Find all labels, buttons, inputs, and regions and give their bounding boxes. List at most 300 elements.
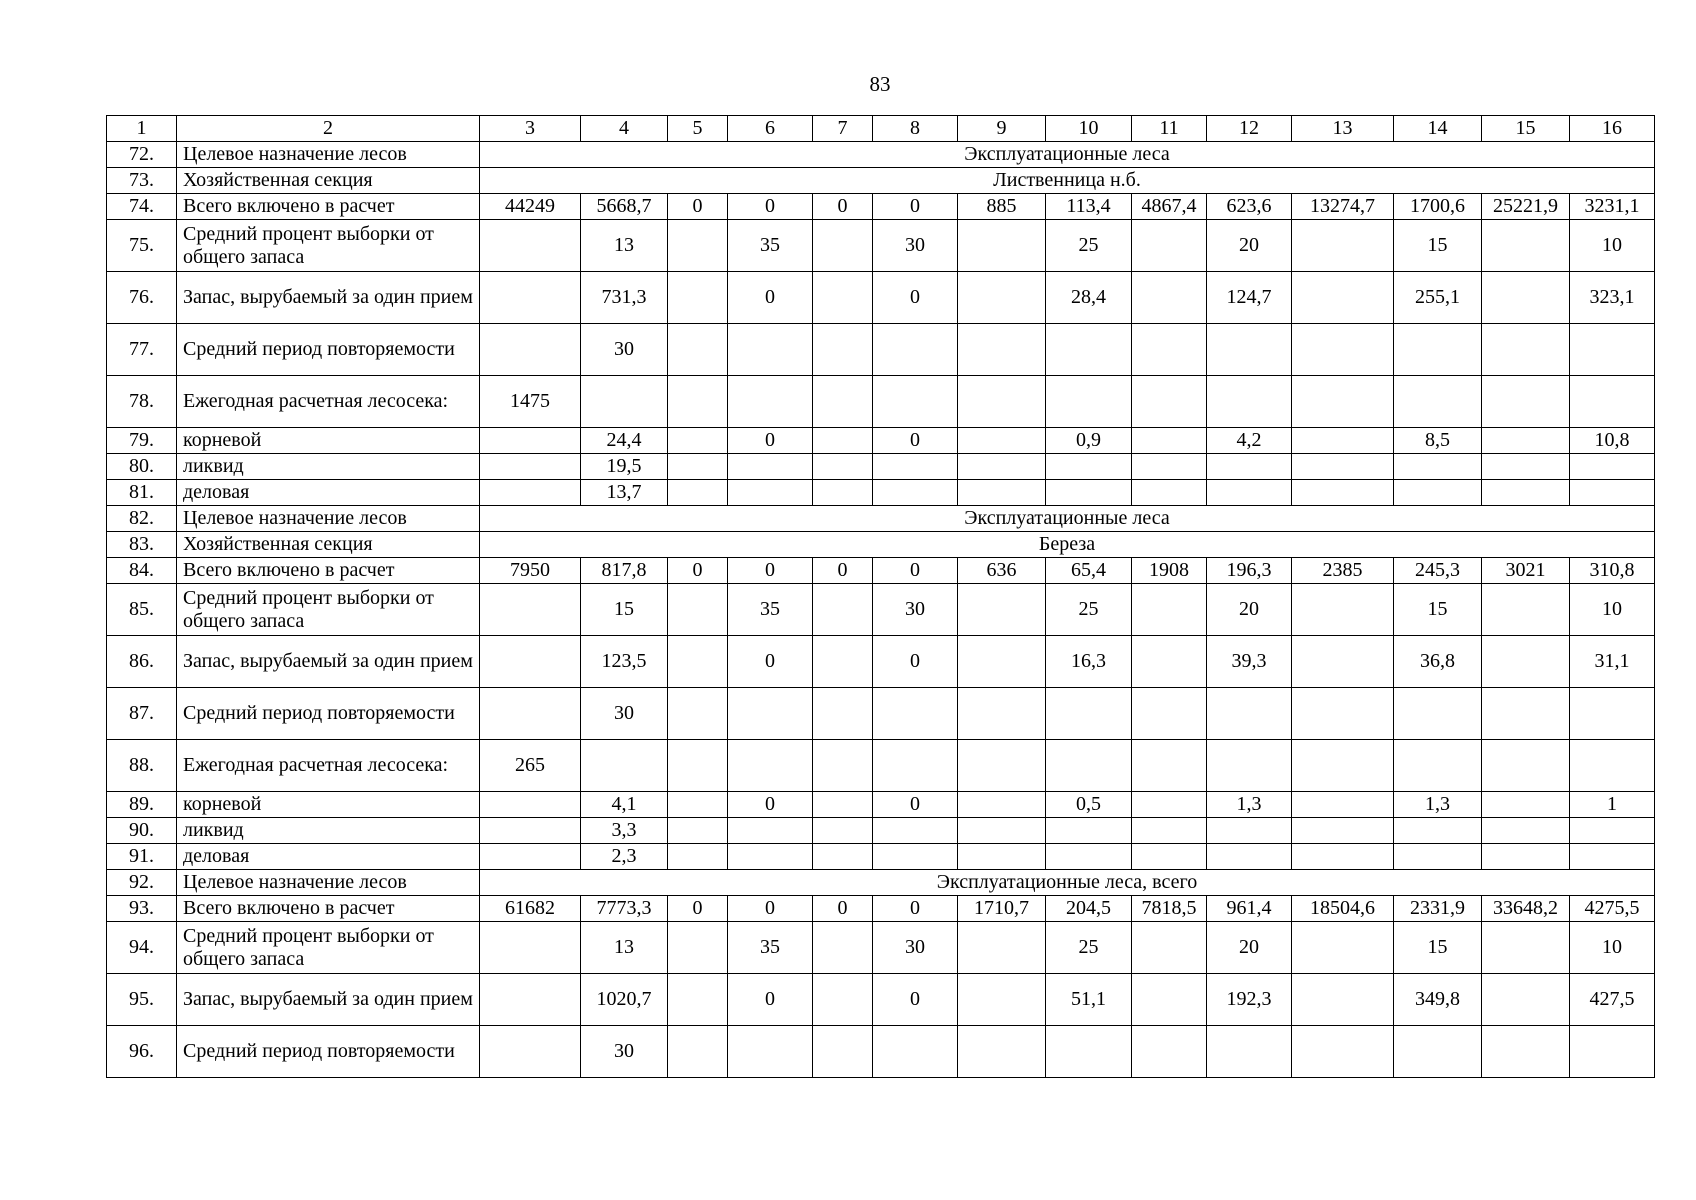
table-cell: 0 — [728, 636, 813, 688]
row-label: Средний период повторяемости — [177, 688, 480, 740]
table-cell — [1132, 324, 1207, 376]
table-row — [107, 740, 1655, 792]
table-cell — [480, 792, 581, 818]
table-cell: 13 — [581, 922, 668, 974]
table-cell — [1292, 740, 1394, 792]
table-cell: 0 — [728, 558, 813, 584]
table-cell — [668, 272, 728, 324]
table-row — [107, 272, 1655, 324]
table-cell: 15 — [1394, 220, 1482, 272]
row-label: корневой — [177, 428, 480, 454]
row-label: Запас, вырубаемый за один прием — [177, 636, 480, 688]
table-cell — [1132, 272, 1207, 324]
table-cell — [1207, 454, 1292, 480]
table-cell: 30 — [581, 688, 668, 740]
table-cell — [1292, 792, 1394, 818]
table-cell: 1710,7 — [958, 896, 1046, 922]
table-cell — [873, 740, 958, 792]
table-cell — [1132, 1026, 1207, 1078]
table-cell — [813, 272, 873, 324]
table-cell — [1292, 636, 1394, 688]
table-cell: 10 — [1570, 584, 1655, 636]
table-cell — [1482, 844, 1570, 870]
table-cell: 204,5 — [1046, 896, 1132, 922]
table-row — [107, 688, 1655, 740]
column-header: 13 — [1292, 116, 1394, 142]
table-cell — [813, 324, 873, 376]
table-cell: 3231,1 — [1570, 194, 1655, 220]
table-cell — [958, 636, 1046, 688]
table-cell — [728, 480, 813, 506]
table-cell — [813, 792, 873, 818]
table-cell — [1394, 688, 1482, 740]
table-cell — [958, 428, 1046, 454]
table-row — [107, 142, 1655, 168]
table-cell: 36,8 — [1394, 636, 1482, 688]
table-cell: 0 — [813, 558, 873, 584]
table-cell — [668, 454, 728, 480]
table-row — [107, 324, 1655, 376]
section-title: Эксплуатационные леса — [480, 142, 1655, 168]
table-cell: 0 — [873, 974, 958, 1026]
row-label: Средний период повторяемости — [177, 324, 480, 376]
column-header: 16 — [1570, 116, 1655, 142]
table-row — [107, 558, 1655, 584]
column-header: 11 — [1132, 116, 1207, 142]
table-cell — [1132, 688, 1207, 740]
table-row — [107, 844, 1655, 870]
table-cell — [1292, 454, 1394, 480]
table-cell: 7818,5 — [1132, 896, 1207, 922]
table-cell: 44249 — [480, 194, 581, 220]
row-number: 89. — [107, 792, 177, 818]
table-cell — [1292, 324, 1394, 376]
table-cell — [1482, 792, 1570, 818]
table-cell: 4867,4 — [1132, 194, 1207, 220]
column-header: 9 — [958, 116, 1046, 142]
table-cell: 0 — [728, 896, 813, 922]
section-title: Береза — [480, 532, 1655, 558]
table-cell — [1482, 688, 1570, 740]
column-header: 8 — [873, 116, 958, 142]
row-number: 81. — [107, 480, 177, 506]
row-label: Запас, вырубаемый за один прием — [177, 974, 480, 1026]
table-cell: 1020,7 — [581, 974, 668, 1026]
table-cell — [1292, 922, 1394, 974]
table-cell: 0 — [873, 272, 958, 324]
table-cell: 113,4 — [1046, 194, 1132, 220]
table-cell — [728, 740, 813, 792]
table-row — [107, 818, 1655, 844]
table-cell — [873, 324, 958, 376]
row-number: 82. — [107, 506, 177, 532]
row-number: 93. — [107, 896, 177, 922]
table-cell: 245,3 — [1394, 558, 1482, 584]
table-cell — [1132, 792, 1207, 818]
table-cell: 0 — [668, 194, 728, 220]
section-title: Эксплуатационные леса, всего — [480, 870, 1655, 896]
column-header: 15 — [1482, 116, 1570, 142]
table-cell — [668, 1026, 728, 1078]
table-cell — [1132, 584, 1207, 636]
row-label: Ежегодная расчетная лесосека: — [177, 376, 480, 428]
table-cell — [873, 1026, 958, 1078]
table-cell — [813, 974, 873, 1026]
table-cell: 0 — [668, 896, 728, 922]
table-cell — [480, 454, 581, 480]
table-cell: 124,7 — [1207, 272, 1292, 324]
table-cell — [958, 844, 1046, 870]
table-cell — [1132, 740, 1207, 792]
row-number: 94. — [107, 922, 177, 974]
table-cell — [1292, 220, 1394, 272]
table-cell — [873, 480, 958, 506]
row-label: Ежегодная расчетная лесосека: — [177, 740, 480, 792]
table-row — [107, 584, 1655, 636]
table-cell: 0 — [728, 428, 813, 454]
table-cell — [480, 324, 581, 376]
table-cell: 0 — [813, 896, 873, 922]
row-number: 91. — [107, 844, 177, 870]
table-cell — [1482, 376, 1570, 428]
table-cell: 2,3 — [581, 844, 668, 870]
row-number: 96. — [107, 1026, 177, 1078]
table-cell — [728, 818, 813, 844]
table-row — [107, 870, 1655, 896]
table-cell: 30 — [873, 922, 958, 974]
table-cell: 4,2 — [1207, 428, 1292, 454]
row-number: 74. — [107, 194, 177, 220]
table-cell: 731,3 — [581, 272, 668, 324]
table-cell — [1570, 844, 1655, 870]
table-cell — [480, 428, 581, 454]
table-cell — [1132, 844, 1207, 870]
table-cell — [1482, 584, 1570, 636]
table-cell — [813, 688, 873, 740]
table-row — [107, 1026, 1655, 1078]
table-cell — [1207, 480, 1292, 506]
table-cell — [1207, 324, 1292, 376]
table-cell — [1207, 376, 1292, 428]
table-cell — [958, 454, 1046, 480]
table-cell: 323,1 — [1570, 272, 1655, 324]
row-label: Всего включено в расчет — [177, 194, 480, 220]
table-cell — [813, 584, 873, 636]
table-cell — [668, 324, 728, 376]
table-cell — [728, 324, 813, 376]
table-row — [107, 428, 1655, 454]
table-cell: 0 — [813, 194, 873, 220]
table-cell — [1132, 220, 1207, 272]
table-cell — [728, 844, 813, 870]
table-cell — [1570, 1026, 1655, 1078]
row-number: 76. — [107, 272, 177, 324]
forest-table — [106, 115, 1655, 1078]
table-cell: 3,3 — [581, 818, 668, 844]
table-row — [107, 896, 1655, 922]
table-cell: 28,4 — [1046, 272, 1132, 324]
column-header: 5 — [668, 116, 728, 142]
table-cell — [668, 974, 728, 1026]
table-cell: 1475 — [480, 376, 581, 428]
table-cell — [480, 584, 581, 636]
row-number: 80. — [107, 454, 177, 480]
table-cell: 192,3 — [1207, 974, 1292, 1026]
table-cell: 0 — [873, 792, 958, 818]
table-row — [107, 792, 1655, 818]
table-cell: 61682 — [480, 896, 581, 922]
table-cell — [813, 220, 873, 272]
table-cell: 349,8 — [1394, 974, 1482, 1026]
table-cell: 2385 — [1292, 558, 1394, 584]
table-cell: 7773,3 — [581, 896, 668, 922]
table-cell: 1,3 — [1207, 792, 1292, 818]
table-cell — [958, 922, 1046, 974]
table-cell — [1292, 584, 1394, 636]
row-label: Средний период повторяемости — [177, 1026, 480, 1078]
table-cell — [1482, 480, 1570, 506]
column-header: 12 — [1207, 116, 1292, 142]
table-cell — [873, 688, 958, 740]
table-row — [107, 480, 1655, 506]
table-cell: 7950 — [480, 558, 581, 584]
row-label: Всего включено в расчет — [177, 896, 480, 922]
table-cell — [1482, 324, 1570, 376]
row-label: Целевое назначение лесов — [177, 506, 480, 532]
table-cell — [480, 220, 581, 272]
row-label: Целевое назначение лесов — [177, 870, 480, 896]
table-cell — [1482, 220, 1570, 272]
table-cell — [668, 480, 728, 506]
table-cell: 0,9 — [1046, 428, 1132, 454]
table-cell — [1292, 1026, 1394, 1078]
table-cell — [958, 740, 1046, 792]
table-cell: 1700,6 — [1394, 194, 1482, 220]
table-cell — [1292, 376, 1394, 428]
table-cell — [480, 688, 581, 740]
table-row — [107, 506, 1655, 532]
table-cell: 636 — [958, 558, 1046, 584]
table-cell — [1292, 272, 1394, 324]
table-cell — [1132, 818, 1207, 844]
table-cell — [1292, 688, 1394, 740]
table-cell — [728, 1026, 813, 1078]
row-label: Хозяйственная секция — [177, 532, 480, 558]
table-cell: 255,1 — [1394, 272, 1482, 324]
table-cell — [813, 636, 873, 688]
column-header: 3 — [480, 116, 581, 142]
table-row — [107, 220, 1655, 272]
table-cell: 4,1 — [581, 792, 668, 818]
table-cell — [668, 922, 728, 974]
table-cell: 0 — [873, 896, 958, 922]
table-cell: 0,5 — [1046, 792, 1132, 818]
table-cell — [1394, 818, 1482, 844]
column-header: 2 — [177, 116, 480, 142]
row-number: 72. — [107, 142, 177, 168]
table-cell — [668, 688, 728, 740]
table-cell — [668, 740, 728, 792]
table-cell — [1046, 480, 1132, 506]
table-cell — [1394, 1026, 1482, 1078]
row-number: 77. — [107, 324, 177, 376]
table-cell — [480, 636, 581, 688]
table-cell — [480, 974, 581, 1026]
table-row — [107, 168, 1655, 194]
page-number: 83 — [869, 72, 891, 96]
table-cell — [813, 740, 873, 792]
table-cell — [813, 454, 873, 480]
table-cell: 0 — [873, 194, 958, 220]
table-cell — [1132, 454, 1207, 480]
table-cell: 51,1 — [1046, 974, 1132, 1026]
row-label: Средний процент выборки от общего запаса — [177, 922, 480, 974]
table-cell — [480, 480, 581, 506]
table-cell — [1207, 844, 1292, 870]
row-number: 79. — [107, 428, 177, 454]
table-cell — [813, 818, 873, 844]
table-cell: 0 — [668, 558, 728, 584]
table-row — [107, 454, 1655, 480]
table-cell — [668, 428, 728, 454]
table-cell — [1132, 922, 1207, 974]
table-cell: 20 — [1207, 220, 1292, 272]
table-cell: 35 — [728, 584, 813, 636]
row-number: 84. — [107, 558, 177, 584]
table-cell: 20 — [1207, 584, 1292, 636]
table-body — [107, 116, 1655, 1078]
table-cell — [813, 428, 873, 454]
table-cell: 5668,7 — [581, 194, 668, 220]
column-header: 7 — [813, 116, 873, 142]
table-cell — [1482, 974, 1570, 1026]
table-cell: 123,5 — [581, 636, 668, 688]
table-cell — [1570, 454, 1655, 480]
table-cell — [1570, 324, 1655, 376]
table-cell: 2331,9 — [1394, 896, 1482, 922]
table-cell — [1046, 740, 1132, 792]
table-cell: 30 — [873, 220, 958, 272]
table-cell: 0 — [873, 428, 958, 454]
table-cell: 10 — [1570, 220, 1655, 272]
table-cell — [1482, 922, 1570, 974]
table-cell: 4275,5 — [1570, 896, 1655, 922]
table-cell — [668, 584, 728, 636]
row-number: 83. — [107, 532, 177, 558]
row-label: Средний процент выборки от общего запаса — [177, 220, 480, 272]
table-cell: 1 — [1570, 792, 1655, 818]
table-cell — [958, 688, 1046, 740]
column-header: 4 — [581, 116, 668, 142]
table-cell — [668, 844, 728, 870]
table-cell — [958, 376, 1046, 428]
row-label: Средний процент выборки от общего запаса — [177, 584, 480, 636]
table-cell — [873, 844, 958, 870]
table-cell — [1394, 454, 1482, 480]
table-cell: 24,4 — [581, 428, 668, 454]
table-cell — [668, 376, 728, 428]
table-cell — [813, 844, 873, 870]
table-cell — [958, 792, 1046, 818]
row-label: деловая — [177, 480, 480, 506]
table-cell — [668, 636, 728, 688]
row-number: 75. — [107, 220, 177, 272]
table-cell — [958, 584, 1046, 636]
table-cell: 0 — [873, 558, 958, 584]
table-cell — [1570, 740, 1655, 792]
table-cell: 13 — [581, 220, 668, 272]
table-cell — [1570, 818, 1655, 844]
table-cell — [1132, 974, 1207, 1026]
table-cell — [813, 480, 873, 506]
table-cell: 1,3 — [1394, 792, 1482, 818]
table-cell — [480, 1026, 581, 1078]
table-cell — [1482, 272, 1570, 324]
table-cell — [1482, 428, 1570, 454]
table-cell: 19,5 — [581, 454, 668, 480]
table-cell — [480, 922, 581, 974]
table-cell: 1908 — [1132, 558, 1207, 584]
table-cell: 623,6 — [1207, 194, 1292, 220]
table-cell: 30 — [581, 1026, 668, 1078]
row-number: 73. — [107, 168, 177, 194]
table-row — [107, 636, 1655, 688]
table-cell: 10,8 — [1570, 428, 1655, 454]
table-cell — [728, 454, 813, 480]
table-cell — [1207, 688, 1292, 740]
row-number: 88. — [107, 740, 177, 792]
table-cell: 8,5 — [1394, 428, 1482, 454]
table-cell — [873, 376, 958, 428]
table-cell — [1046, 844, 1132, 870]
table-cell — [1482, 636, 1570, 688]
table-cell: 0 — [728, 194, 813, 220]
table-cell — [873, 818, 958, 844]
table-cell: 25 — [1046, 922, 1132, 974]
table-cell — [958, 324, 1046, 376]
table-cell: 31,1 — [1570, 636, 1655, 688]
table-cell — [480, 818, 581, 844]
table-cell — [1394, 740, 1482, 792]
table-cell — [958, 974, 1046, 1026]
table-cell — [813, 376, 873, 428]
table-cell — [1046, 818, 1132, 844]
table-cell — [958, 272, 1046, 324]
table-cell — [1482, 818, 1570, 844]
table-cell: 65,4 — [1046, 558, 1132, 584]
table-row — [107, 532, 1655, 558]
table-cell — [958, 480, 1046, 506]
table-cell — [813, 1026, 873, 1078]
table-cell — [958, 220, 1046, 272]
table-cell — [1482, 1026, 1570, 1078]
table-cell — [581, 740, 668, 792]
table-cell — [1292, 844, 1394, 870]
table-cell — [958, 818, 1046, 844]
table-cell — [958, 1026, 1046, 1078]
table-cell — [1207, 1026, 1292, 1078]
table-cell — [1207, 818, 1292, 844]
table-cell: 265 — [480, 740, 581, 792]
table-cell — [1394, 480, 1482, 506]
table-cell — [1046, 376, 1132, 428]
table-cell — [1570, 480, 1655, 506]
table-cell: 427,5 — [1570, 974, 1655, 1026]
table-cell — [1394, 844, 1482, 870]
column-header: 14 — [1394, 116, 1482, 142]
table-cell: 310,8 — [1570, 558, 1655, 584]
table-cell: 13,7 — [581, 480, 668, 506]
